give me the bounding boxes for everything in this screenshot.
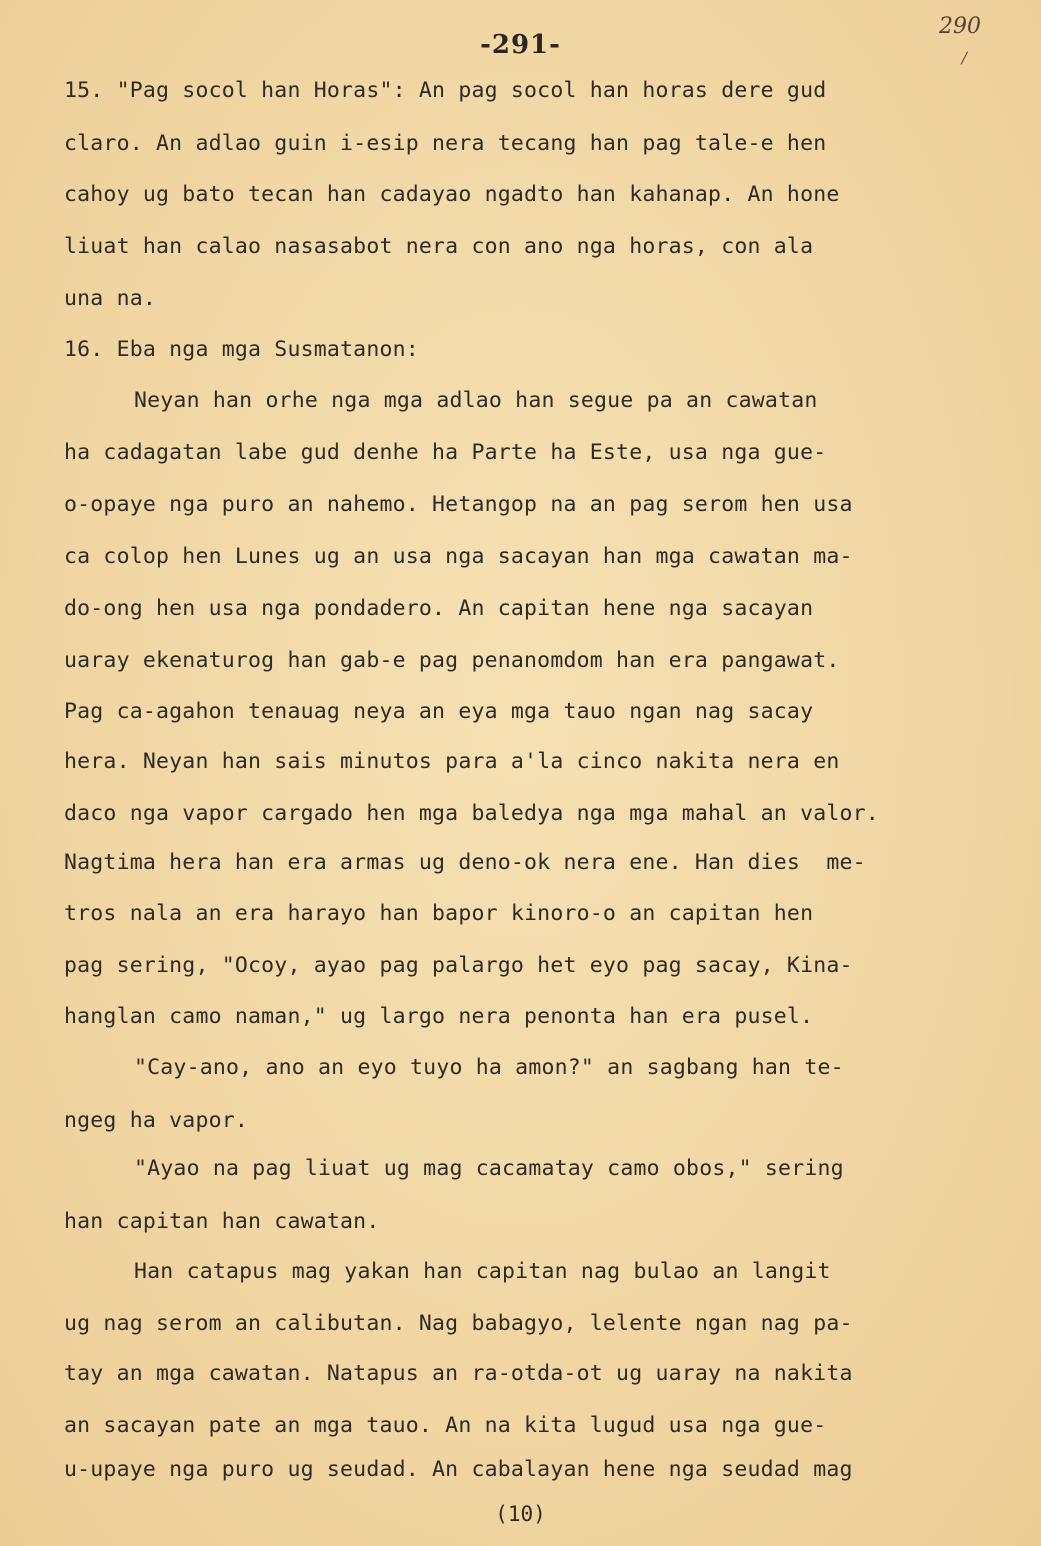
section-heading: 16. Eba nga mga Susmatanon: [64,337,419,362]
text-line: Neyan han orhe nga mga adlao han segue pa an cawatan [134,388,818,413]
text-line: Nagtima hera han era armas ug deno-ok nera ene. Han dies me- [64,850,866,875]
archive-tick-mark: / [961,48,967,67]
text-line: "Ayao na pag liuat ug mag cacamatay camo obos," sering [134,1156,844,1181]
text-line: liuat han calao nasasabot nera con ano nga horas, con ala [64,234,814,259]
text-line: una na. [64,286,157,311]
text-line: tros nala an era harayo han bapor kinoro-o an capitan hen [64,901,814,926]
text-line: pag sering, "Ocoy, ayao pag palargo het eyo pag sacay, Kina- [64,953,853,978]
text-line: "Cay-ano, ano an eyo tuyo ha amon?" an sagbang han te- [134,1055,844,1080]
text-line: ngeg ha vapor. [64,1108,249,1133]
text-line: ca colop hen Lunes ug an usa nga sacayan han mga cawatan ma- [64,544,853,569]
text-line: cahoy ug bato tecan han cadayao ngadto han kahanap. An hone [64,182,840,207]
archive-number: 290 [939,14,981,39]
page-number: -291- [480,30,561,60]
text-line: u-upaye nga puro ug seudad. An cabalayan hene nga seudad mag [64,1457,853,1482]
text-line: ug nag serom an calibutan. Nag babagyo, lelente ngan nag pa- [64,1311,853,1336]
text-line: do-ong hen usa nga pondadero. An capitan hene nga sacayan [64,596,814,621]
text-line: hera. Neyan han sais minutos para a'la cinco nakita nera en [64,749,840,774]
text-line: claro. An adlao guin i-esip nera tecang han pag tale-e hen [64,131,827,156]
text-line: Han catapus mag yakan han capitan nag bulao an langit [134,1259,831,1284]
text-line: uaray ekenaturog han gab-e pag penanomdom han era pangawat. [64,648,840,673]
sheet-number: (10) [495,1502,546,1526]
text-line: hanglan camo naman," ug largo nera penonta han era pusel. [64,1004,814,1029]
text-line: han capitan han cawatan. [64,1209,380,1234]
text-line: 15. "Pag socol han Horas": An pag socol han horas dere gud [64,78,827,103]
text-line: an sacayan pate an mga tauo. An na kita lugud usa nga gue- [64,1413,827,1438]
text-line: daco nga vapor cargado hen mga baledya nga mga mahal an valor. [64,801,879,826]
text-line: Pag ca-agahon tenauag neya an eya mga tauo ngan nag sacay [64,699,814,724]
text-line: ha cadagatan labe gud denhe ha Parte ha Este, usa nga gue- [64,440,827,465]
text-line: tay an mga cawatan. Natapus an ra-otda-ot ug uaray na nakita [64,1361,853,1386]
text-line: o-opaye nga puro an nahemo. Hetangop na an pag serom hen usa [64,492,853,517]
